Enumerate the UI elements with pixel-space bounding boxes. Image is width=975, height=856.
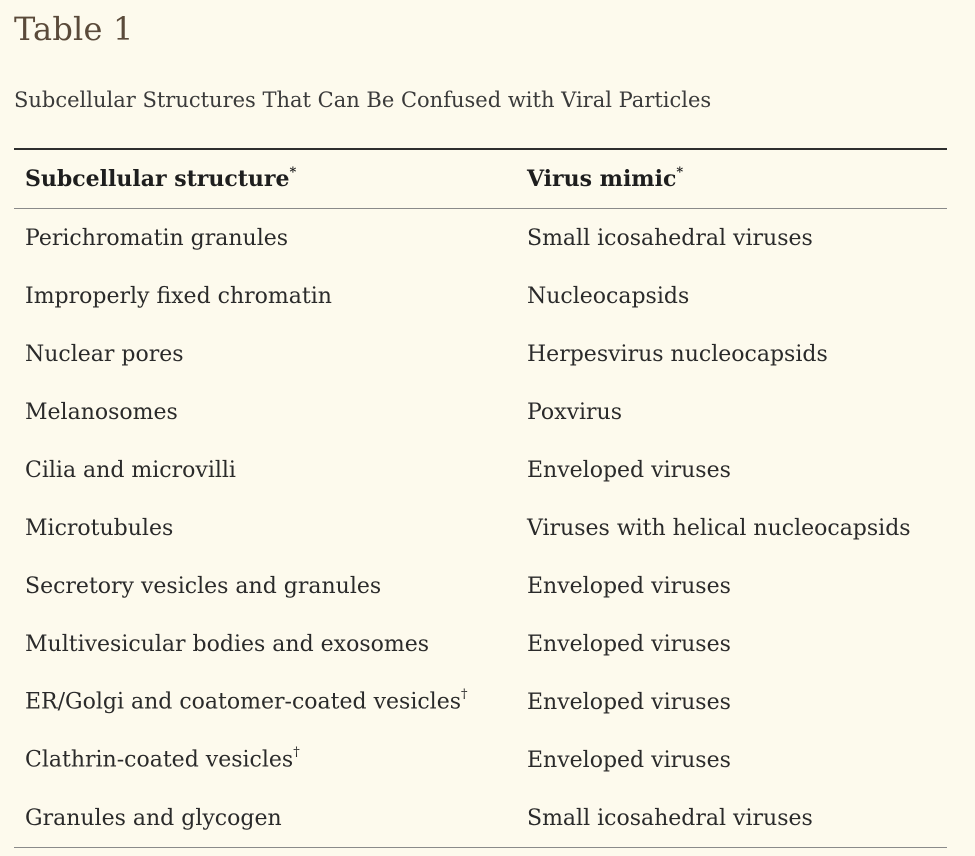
header-subcellular-structure (14, 149, 516, 209)
data-table (14, 148, 947, 848)
table-row (14, 789, 947, 848)
cell-virus-mimic: Nucleocapsids (527, 283, 690, 309)
structure-text: Multivesicular bodies and exosomes (25, 631, 430, 657)
cell-virus-mimic: Poxvirus (527, 399, 623, 425)
cell-virus-mimic: Enveloped viruses (527, 457, 731, 483)
table-row (14, 441, 947, 499)
table-row (14, 615, 947, 673)
cell-subcellular-structure (14, 267, 516, 325)
cell-subcellular-structure (14, 731, 516, 789)
cell-virus-mimic: Small icosahedral viruses (527, 805, 813, 831)
structure-text: Cilia and microvilli (25, 457, 236, 483)
header-col1-label: Subcellular structure (25, 166, 290, 192)
table-row (14, 731, 947, 789)
structure-text: Secretory vesicles and granules (25, 573, 382, 599)
structure-text: Clathrin-coated vesicles (25, 747, 294, 773)
cell-virus-mimic: Small icosahedral viruses (527, 225, 813, 251)
table-row (14, 673, 947, 731)
structure-text: Perichromatin granules (25, 225, 289, 251)
structure-text: Granules and glycogen (25, 805, 282, 831)
table-header (14, 149, 947, 209)
footnote-mark: † (293, 745, 300, 761)
table-row (14, 499, 947, 557)
cell-subcellular-structure (14, 383, 516, 441)
header-col2-label: Virus mimic (527, 166, 677, 192)
cell-subcellular-structure (14, 673, 516, 731)
structure-text: Improperly fixed chromatin (25, 283, 332, 309)
table-container (14, 148, 947, 848)
structure-text: Melanosomes (25, 399, 178, 425)
table-row (14, 557, 947, 615)
cell-subcellular-structure (14, 441, 516, 499)
cell-virus-mimic: Herpesvirus nucleocapsids (527, 341, 828, 367)
table-row (14, 267, 947, 325)
cell-subcellular-structure (14, 499, 516, 557)
cell-subcellular-structure (14, 209, 516, 268)
cell-virus-mimic: Viruses with helical nucleocapsids (527, 515, 911, 541)
table-row (14, 383, 947, 441)
table-label: Table 1 (14, 10, 134, 48)
cell-virus-mimic: Enveloped viruses (527, 689, 731, 715)
cell-virus-mimic: Enveloped viruses (527, 631, 731, 657)
structure-text: Microtubules (25, 515, 174, 541)
header-virus-mimic (516, 149, 947, 209)
structure-text: Nuclear pores (25, 341, 184, 367)
cell-subcellular-structure (14, 615, 516, 673)
header-col1-footnote-mark: * (289, 164, 297, 180)
table-row (14, 325, 947, 383)
cell-virus-mimic: Enveloped viruses (527, 573, 731, 599)
cell-subcellular-structure (14, 789, 516, 848)
table-caption: Subcellular Structures That Can Be Confused with Viral Particles (14, 88, 712, 112)
cell-subcellular-structure (14, 557, 516, 615)
header-row (14, 149, 947, 209)
table-body (14, 209, 947, 848)
cell-virus-mimic: Enveloped viruses (527, 747, 731, 773)
footnote-mark: † (461, 687, 468, 703)
header-col2-footnote-mark: * (676, 164, 684, 180)
cell-subcellular-structure (14, 325, 516, 383)
structure-text: ER/Golgi and coatomer-coated vesicles (25, 689, 462, 715)
table-row (14, 209, 947, 268)
